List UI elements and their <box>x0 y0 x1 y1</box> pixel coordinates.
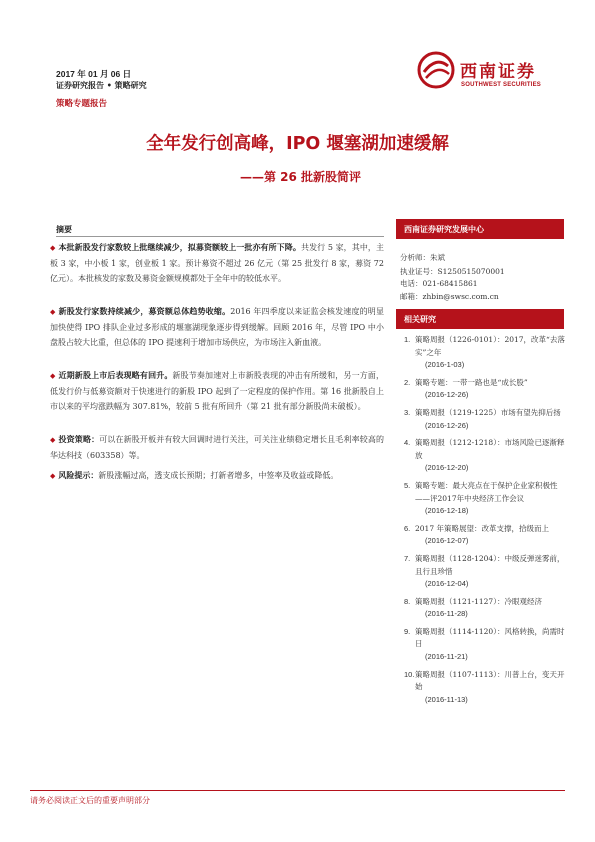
paragraph-body: 可以在新股开板并有较大回调时进行关注，可关注业绩稳定增长且毛利率较高的华达科技（603358）等。 <box>50 435 384 460</box>
analyst-email[interactable]: 邮箱：zhbin@swsc.com.cn <box>400 292 499 301</box>
item-date: (2016-12-07) <box>425 536 469 546</box>
item-date: (2016-12-04) <box>425 579 469 589</box>
bullet-icon: ◆ <box>50 436 56 444</box>
footer-divider <box>30 790 565 791</box>
item-index: 6. <box>404 523 411 533</box>
research-center-title: 西南证券研究发展中心 <box>396 219 564 239</box>
paragraph-body: 共发行 5 家，其中，主板 3 家，中小板 1 家，创业板 1 家。预计募资不超过 26 亿元（第 25 批发行 8 家，募资 72 亿元）。本批核发的家数及募资金额规模都处于全年中的较低水平。 <box>50 243 384 283</box>
logo-mark-icon <box>416 50 456 90</box>
paragraph-body: 新股节奏加速对上市新股表现的冲击有所缓和，另一方面，低发行价与低募资额对于快速进行的新股 IPO 起到了一定程度的保护作用。第 16 批新股自上市以来的平均涨跌幅为 307.81%，较前 5 批有所回升（第 21 批有部分新股尚未破板）。 <box>50 371 385 411</box>
footer-disclaimer: 请务必阅读正文后的重要声明部分 <box>30 796 150 805</box>
list-item[interactable] <box>404 480 566 518</box>
paragraph-lead: 风险提示： <box>58 470 99 480</box>
paragraph-lead: 近期新股上市后表现略有回升。 <box>58 370 173 380</box>
item-date: (2016-12-20) <box>425 463 469 473</box>
paragraph-body: 2016 年四季度以来证监会核发速度的明显加快使得 IPO 排队企业过多形成的堰塞湖现象逐步得到缓解。回顾 2016 年，尽管 IPO 中小盘股占较大比重，但总体的 IPO 提速利于增加市场供应，为市场注入新血液。 <box>50 307 384 347</box>
item-date: (2016-11-28) <box>425 609 468 619</box>
item-title: 策略周报（1128-1204）：中级反弹迷雾前，且行且珍惜 <box>415 553 565 576</box>
bullet-icon: ◆ <box>50 244 56 252</box>
item-title: 策略周报（1219-1225）市场有望先抑后扬 <box>415 407 561 417</box>
abstract-paragraph <box>50 304 384 350</box>
paragraph-lead: 新股发行家数持续减少，募资额总体趋势收缩。 <box>58 306 231 316</box>
item-date: (2016-12-26) <box>425 390 469 400</box>
item-index: 2. <box>404 377 411 387</box>
license-number: 执业证号：S1250515070001 <box>400 267 505 276</box>
list-item[interactable] <box>404 669 566 707</box>
item-title: 策略周报（1212-1218）：市场风险已逐渐释放 <box>415 438 565 460</box>
item-index: 8. <box>404 596 411 606</box>
item-index: 7. <box>404 553 411 563</box>
item-date: (2016-1-03) <box>425 360 465 370</box>
item-title: 策略周报（1121-1127）：冷眼观经济 <box>415 596 542 606</box>
bullet-icon: ◆ <box>50 308 56 316</box>
bullet-icon: ◆ <box>50 372 56 380</box>
abstract-divider <box>56 236 384 237</box>
related-research-list <box>404 334 566 711</box>
item-title: 策略专题：一带一路也是“成长股” <box>415 377 528 387</box>
page-title: 全年发行创高峰，IPO 堰塞湖加速缓解 <box>146 134 449 154</box>
abstract-paragraph <box>50 240 384 286</box>
paragraph-lead: 本批新股发行家数较上批继续减少，拟募资额较上一批亦有所下降。 <box>58 242 301 252</box>
list-item[interactable] <box>404 523 566 548</box>
list-item[interactable] <box>404 553 566 591</box>
report-date: 2017 年 01 月 06 日 <box>56 69 132 79</box>
abstract-paragraph <box>50 468 384 484</box>
item-index: 5. <box>404 480 411 490</box>
analyst-name: 分析师：朱斌 <box>400 253 445 262</box>
list-item[interactable] <box>404 377 566 402</box>
item-index: 3. <box>404 407 411 417</box>
page-subtitle: ——第 26 批新股简评 <box>240 170 362 184</box>
item-index: 10. <box>404 669 415 679</box>
item-date: (2016-11-21) <box>425 652 468 662</box>
list-item[interactable] <box>404 334 566 372</box>
logo-text-en: SOUTHWEST SECURITIES <box>461 82 542 88</box>
abstract-paragraph <box>50 432 384 463</box>
paragraph-body: 新股涨幅过高，透支成长预期；打新者增多，中签率及收益或降低。 <box>98 471 339 480</box>
related-research-title: 相关研究 <box>396 309 564 329</box>
paragraph-lead: 投资策略： <box>58 434 100 444</box>
list-item[interactable] <box>404 407 566 432</box>
item-index: 4. <box>404 438 411 448</box>
list-item[interactable] <box>404 437 566 475</box>
abstract-paragraph <box>50 368 384 414</box>
list-item[interactable] <box>404 626 566 664</box>
report-type: 证券研究报告 • 策略研究 <box>56 80 147 90</box>
item-index: 1. <box>404 335 411 344</box>
item-date: (2016-12-18) <box>425 506 469 516</box>
item-title: 2017 年策略展望：改革支撑，拾级而上 <box>415 523 549 533</box>
analyst-phone: 电话：021-68415861 <box>400 279 478 288</box>
abstract-heading: 摘要 <box>56 224 72 234</box>
report-category: 策略专题报告 <box>56 99 108 109</box>
item-date: (2016-11-13) <box>425 694 468 704</box>
bullet-icon: ◆ <box>50 472 56 480</box>
item-date: (2016-12-26) <box>425 420 469 430</box>
item-title: 策略周报（1226-0101）：2017，改革“去落实”之年 <box>415 335 565 357</box>
item-title: 策略专题：最大亮点在于保护企业家积极性——评2017年中央经济工作会议 <box>415 480 558 503</box>
item-index: 9. <box>404 626 411 636</box>
item-title: 策略周报（1107-1113）：川普上台，变天开始 <box>415 669 565 692</box>
list-item[interactable] <box>404 596 566 621</box>
item-title: 策略周报（1114-1120）：风格转换，尚需时日 <box>415 626 565 649</box>
logo-text-cn: 西南证券 <box>460 62 536 82</box>
